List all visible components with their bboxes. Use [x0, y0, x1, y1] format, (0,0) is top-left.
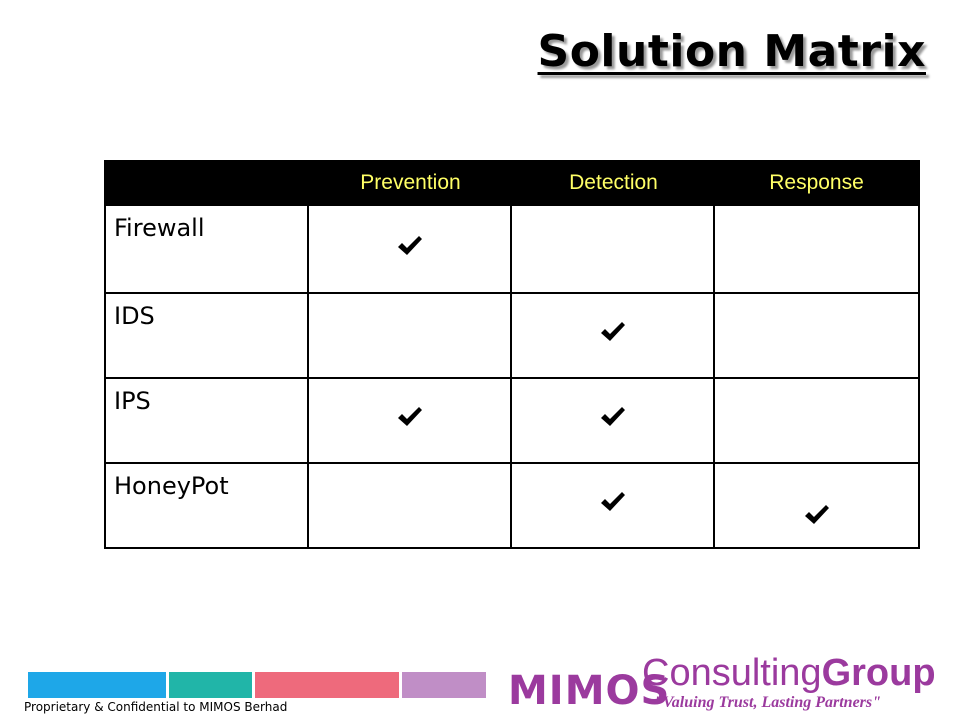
matrix-cell	[715, 464, 918, 547]
matrix-row	[106, 462, 918, 547]
footer-color-segment	[255, 672, 399, 698]
matrix-cell	[309, 379, 512, 462]
checkmark-icon	[600, 491, 626, 513]
matrix-cell	[512, 206, 715, 292]
matrix-header-corner	[106, 162, 309, 204]
footer-color-segment	[402, 672, 486, 698]
checkmark-icon	[600, 321, 626, 343]
checkmark-icon	[600, 406, 626, 428]
matrix-cell	[309, 206, 512, 292]
logo-group-word: Group	[821, 652, 936, 694]
footer-color-bar	[28, 672, 489, 698]
footer-color-segment	[28, 672, 166, 698]
matrix-row	[106, 377, 918, 462]
matrix-cell	[715, 206, 918, 292]
logo-consulting-word: Consulting	[642, 652, 822, 694]
matrix-cell	[512, 379, 715, 462]
matrix-cell	[309, 464, 512, 547]
slide-title: Solution Matrix	[537, 26, 926, 77]
matrix-row-label: Firewall	[106, 206, 309, 292]
footer-color-segment	[169, 672, 252, 698]
matrix-body	[104, 206, 920, 549]
matrix-cell	[309, 294, 512, 377]
matrix-header-row	[104, 160, 920, 206]
matrix-row	[106, 292, 918, 377]
matrix-cell	[715, 294, 918, 377]
matrix-row-label: HoneyPot	[106, 464, 309, 547]
col-head-prevention: Prevention	[360, 171, 461, 194]
matrix-row-label: IPS	[106, 379, 309, 462]
checkmark-icon	[397, 406, 423, 428]
col-head-response: Response	[769, 171, 864, 194]
logo-mimos-text: MIMOS	[508, 668, 671, 714]
matrix-cell	[512, 464, 715, 547]
matrix-row-label: IDS	[106, 294, 309, 377]
checkmark-icon	[804, 504, 830, 526]
matrix-cell	[512, 294, 715, 377]
mimos-consulting-logo	[508, 652, 938, 716]
logo-consulting-group	[642, 652, 936, 695]
col-head-detection: Detection	[569, 171, 658, 194]
solution-matrix-table	[104, 160, 920, 549]
matrix-row	[106, 206, 918, 292]
logo-tagline: "Valuing Trust, Lasting Partners"	[654, 694, 882, 711]
footer-confidential-text: Proprietary & Confidential to MIMOS Berhad	[24, 700, 288, 714]
checkmark-icon	[397, 235, 423, 257]
matrix-cell	[715, 379, 918, 462]
